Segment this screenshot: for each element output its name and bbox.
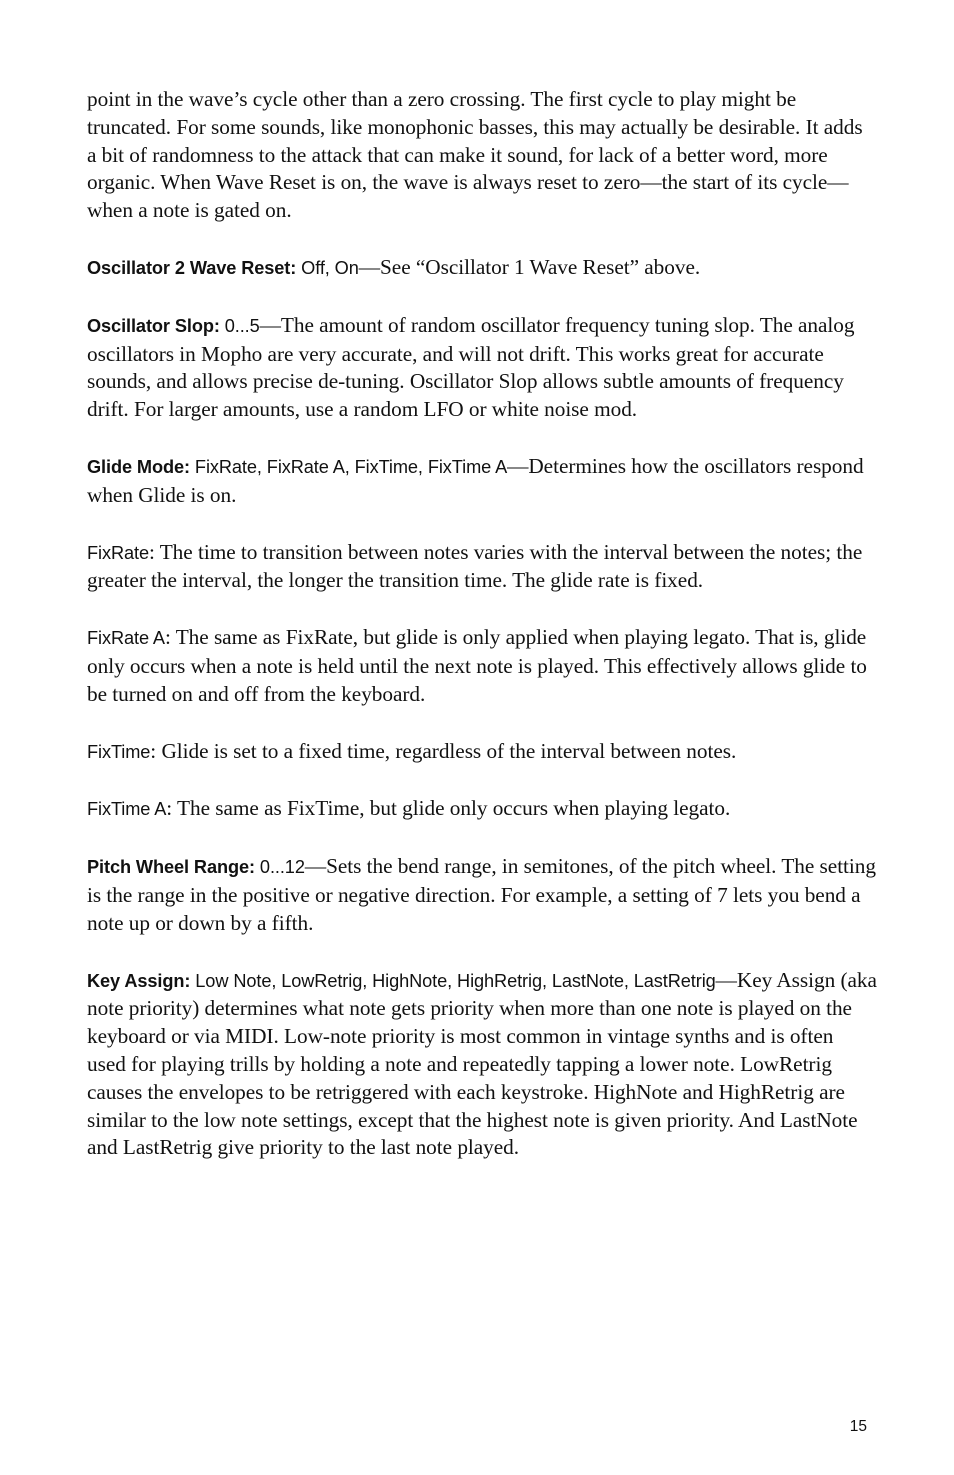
paragraph-pitch-wheel-range xyxy=(87,853,877,937)
parameter-values: Low Note, LowRetrig, HighNote, HighRetrig, LastNote, LastRetrig xyxy=(190,970,716,991)
paragraph-body: : The same as FixRate, but glide is only applied when playing legato. That is, glide only occurs when a note is held until the next note is played. This effectively allows glide to be turned on and off from the keyboard. xyxy=(87,625,867,706)
parameter-term: Oscillator 2 Wave Reset: xyxy=(87,257,297,278)
parameter-term: Key Assign: xyxy=(87,970,191,991)
paragraph-body: : The time to transition between notes varies with the interval between the notes; the greater the interval, the longer the transition time. The glide rate is fixed. xyxy=(87,539,863,593)
option-name: FixRate A xyxy=(87,628,165,649)
paragraph-fixrate xyxy=(87,539,877,596)
paragraph-glide-mode xyxy=(87,453,877,510)
parameter-values: 0...12 xyxy=(254,857,305,878)
parameter-term: Oscillator Slop: xyxy=(87,315,220,336)
document-body xyxy=(87,86,877,1191)
paragraph-fixtime-a xyxy=(87,795,877,824)
parameter-term: Pitch Wheel Range: xyxy=(87,857,255,878)
parameter-values: FixRate, FixRate A, FixTime, FixTime A xyxy=(189,456,508,477)
option-name: FixRate xyxy=(87,542,149,563)
paragraph-osc2-wave-reset xyxy=(87,254,877,283)
paragraph-oscillator-slop xyxy=(87,312,877,424)
paragraph-body: —Determines how the oscillators respond when Glide is on. xyxy=(87,453,864,507)
paragraph-fixrate-a xyxy=(87,624,877,708)
paragraph-body: : The same as FixTime, but glide only occurs when playing legato. xyxy=(166,796,731,821)
parameter-values: Off, On xyxy=(296,257,359,278)
paragraph-body: : Glide is set to a fixed time, regardless of the interval between notes. xyxy=(150,738,737,763)
option-name: FixTime xyxy=(87,741,151,762)
paragraph-body: —See “Oscillator 1 Wave Reset” above. xyxy=(358,254,701,279)
paragraph-body: —Key Assign (aka note priority) determines what note gets priority when more than one note is played on the keyboard or via MIDI. Low-note priority is most common in vintage synths and is often used for playing trills by holding a note and repeatedly tapping a lower note. LowRetrig causes the envelopes to be retriggered with each keystroke. HighNote and HighRetrig are similar to the low note settings, except that the highest note is given priority. And LastNote and LastRetrig give priority to the last note played. xyxy=(87,967,877,1160)
paragraph-fixtime xyxy=(87,738,877,767)
page-number: 15 xyxy=(849,1418,867,1435)
paragraph-key-assign xyxy=(87,967,877,1163)
parameter-values: 0...5 xyxy=(219,315,260,336)
option-name: FixTime A xyxy=(87,799,167,820)
paragraph-body: point in the wave’s cycle other than a zero crossing. The first cycle to play might be truncated. For some sounds, like monophonic basses, this may actually be desirable. It adds a bit of randomness to the attack that can make it sound, for lack of a better word, more organic. When Wave Reset is on, the wave is always reset to zero—the start of its cycle—when a note is gated on. xyxy=(87,87,863,223)
paragraph-body: —The amount of random oscillator frequency tuning slop. The analog oscillators in Mopho are very accurate, and will not drift. This works great for accurate sounds, and allows precise de-tuning. Oscillator Slop allows subtle amounts of frequency drift. For larger amounts, use a random LFO or white noise mod. xyxy=(87,312,855,422)
parameter-term: Glide Mode: xyxy=(87,456,190,477)
paragraph-wave-reset-continued xyxy=(87,86,877,225)
paragraph-body: —Sets the bend range, in semitones, of the pitch wheel. The setting is the range in the positive or negative direction. For example, a setting of 7 lets you bend a note up or down by a fifth. xyxy=(87,854,876,935)
